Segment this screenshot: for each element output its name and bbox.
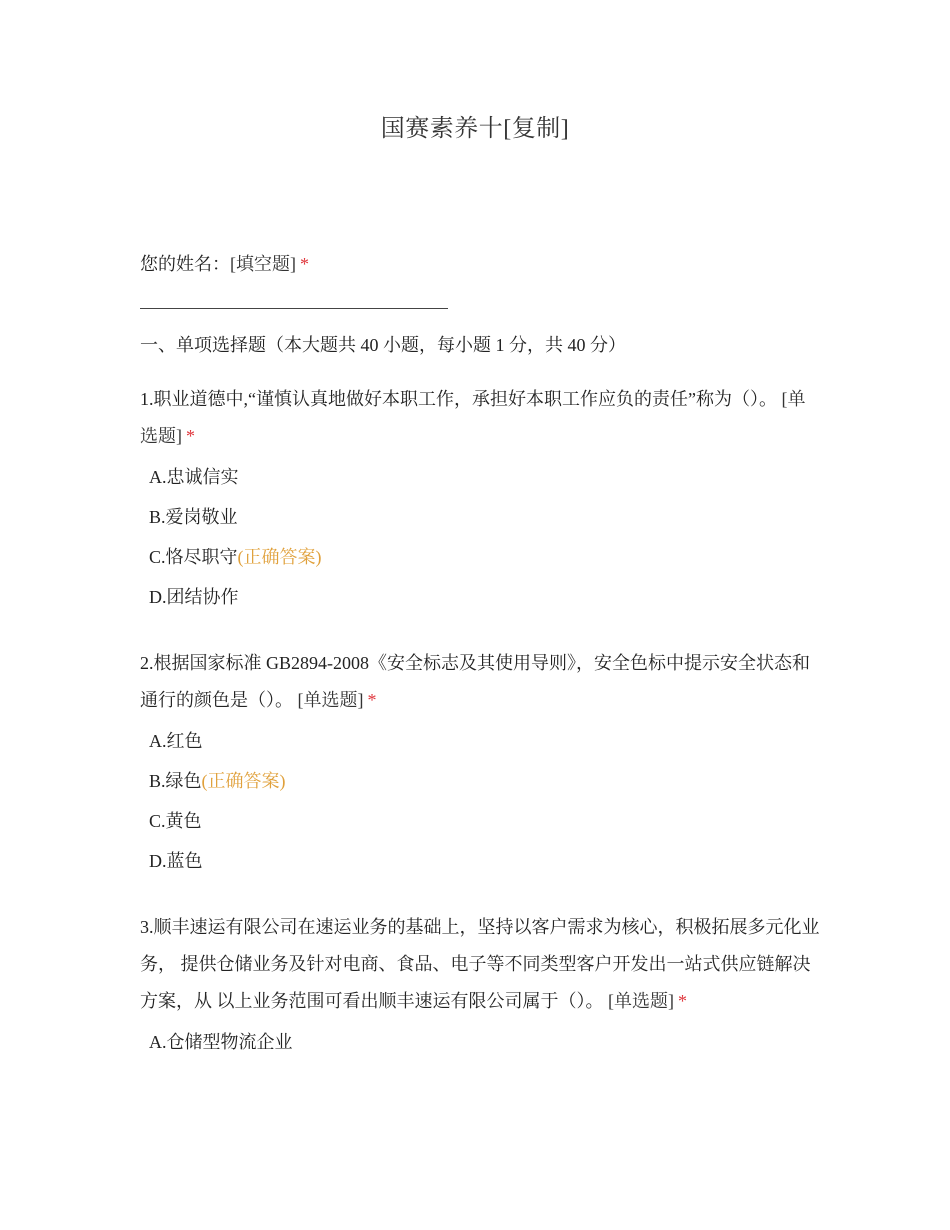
required-mark: * — [367, 690, 377, 710]
question-stem: 3.顺丰速运有限公司在速运业务的基础上，坚持以客户需求为核心，积极拓展多元化业务， 提供仓储业务及针对电商、食品、电子等不同类型客户开发出一站式供应链解决方案，从 以上业务范围可看出顺丰速运有限公司属于（）。 — [140, 917, 820, 1011]
option-a[interactable] — [149, 1028, 820, 1056]
required-mark: * — [678, 991, 687, 1011]
correct-answer-marker: (正确答案) — [201, 771, 286, 791]
option-label: C.恪尽职守 — [149, 547, 238, 567]
option-d[interactable] — [149, 847, 820, 875]
option-label: C.黄色 — [149, 811, 202, 831]
question-text — [140, 645, 820, 719]
survey-content — [140, 250, 820, 1068]
option-a[interactable] — [149, 727, 820, 755]
section-heading: 一、单项选择题（本大题共 40 小题，每小题 1 分，共 40 分） — [140, 335, 626, 355]
option-b[interactable] — [149, 767, 820, 795]
option-label: B.爱岗敬业 — [149, 507, 238, 527]
question-3 — [140, 909, 820, 1056]
option-label: D.蓝色 — [149, 851, 203, 871]
option-label: A.忠诚信实 — [149, 467, 239, 487]
question-type-tag: [单选题] — [297, 690, 364, 710]
option-a[interactable] — [149, 463, 820, 491]
option-list — [140, 463, 820, 611]
question-type-tag: [填空题] — [230, 254, 296, 274]
required-mark: * — [186, 426, 195, 446]
question-type-tag: [单选题] — [608, 991, 674, 1011]
option-list — [140, 727, 820, 875]
name-answer-line[interactable] — [140, 308, 448, 309]
question-text — [140, 381, 820, 455]
option-c[interactable] — [149, 543, 820, 571]
option-label: A.仓储型物流企业 — [149, 1032, 293, 1052]
question-stem: 1.职业道德中,“谨慎认真地做好本职工作，承担好本职工作应负的责任”称为（）。 — [140, 389, 777, 409]
option-d[interactable] — [149, 583, 820, 611]
question-2 — [140, 645, 820, 875]
required-mark: * — [300, 254, 309, 274]
question-text — [140, 909, 820, 1020]
option-label: A.红色 — [149, 731, 203, 751]
option-label: D.团结协作 — [149, 587, 239, 607]
survey-title: 国赛素养十[复制] — [380, 116, 570, 142]
option-label: B.绿色 — [149, 771, 202, 791]
question-stem: 2.根据国家标准 GB2894-2008《安全标志及其使用导则》，安全色标中提示安全状态和通行的颜色是（）。 — [140, 653, 810, 710]
name-question — [140, 250, 820, 278]
option-b[interactable] — [149, 503, 820, 531]
option-c[interactable] — [149, 807, 820, 835]
question-type-tag: [单选题] — [140, 389, 806, 446]
correct-answer-marker: (正确答案) — [237, 547, 322, 567]
name-question-label: 您的姓名： — [140, 254, 230, 274]
option-list — [140, 1028, 820, 1056]
question-1 — [140, 381, 820, 611]
